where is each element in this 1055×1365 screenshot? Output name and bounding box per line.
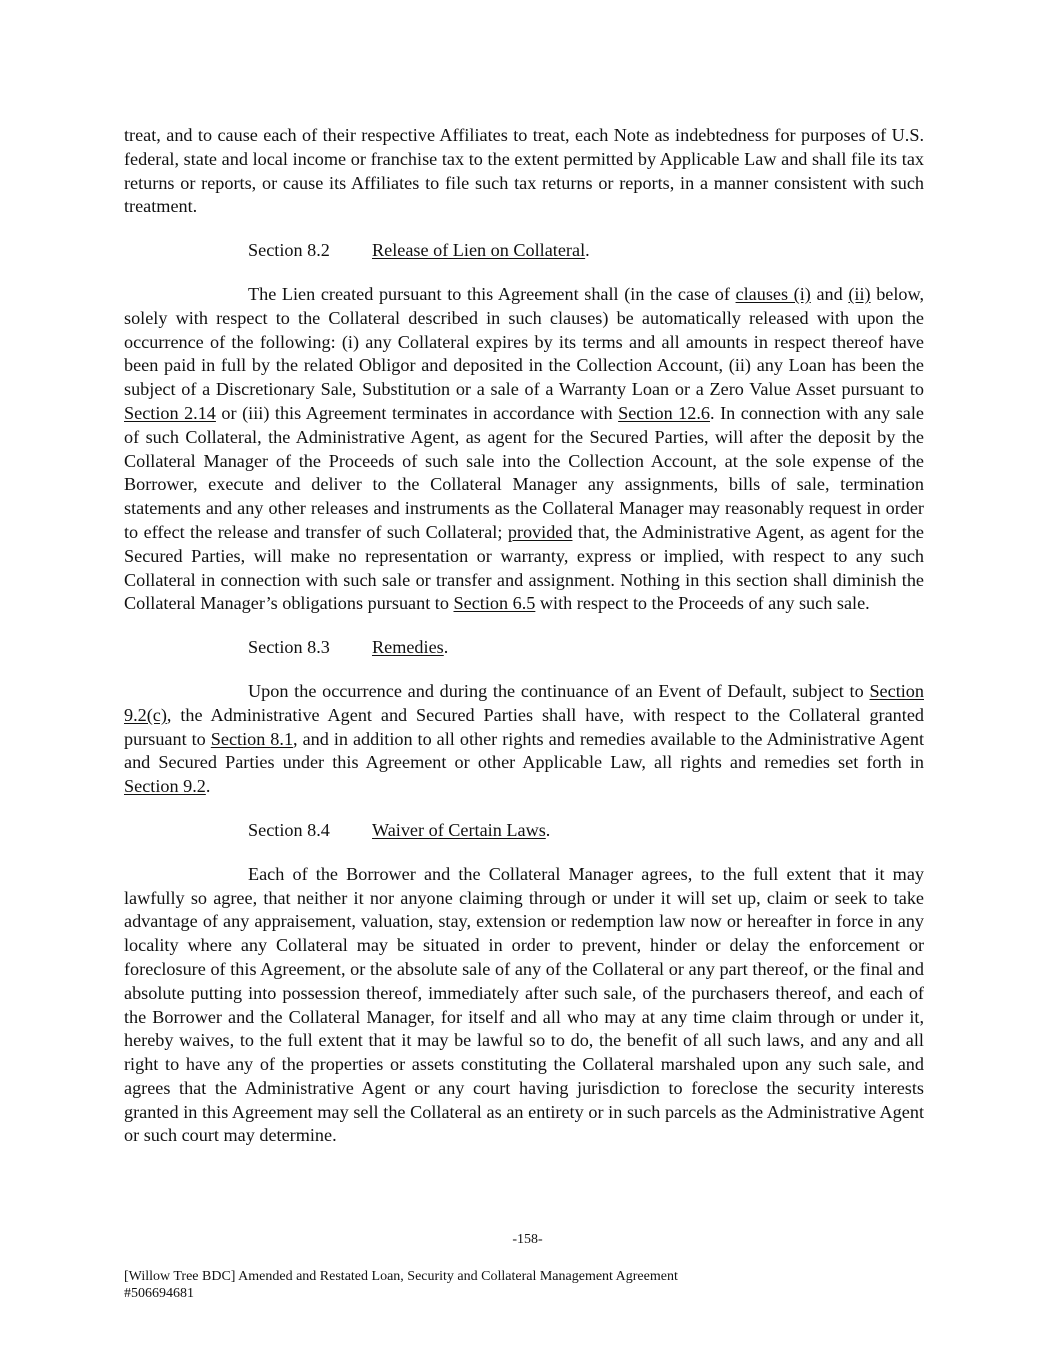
text-run: that, the Administrative Agent, as agent for the Secured Parties, will make no representation or warranty, express or implied, with respect to any such Collateral in connection with such sale or transfer and assignment. Nothing in this section shall diminish the Collateral Manager’s obligations pursuant to	[124, 521, 924, 614]
document-footer	[124, 1268, 678, 1302]
footer-title: [Willow Tree BDC] Amended and Restated Loan, Security and Collateral Management Agreement	[124, 1269, 678, 1284]
paragraph-waiver-of-laws: Each of the Borrower and the Collateral Manager agrees, to the full extent that it may lawfully so agree, that neither it nor anyone claiming through or under it will set up, claim or seek to take advantage of any appraisement, valuation, stay, extension or redemption law now or hereafter in force in any locality where any Collateral may be situated in order to prevent, hinder or delay the enforcement or foreclosure of this Agreement, or the absolute sale of any of the Collateral or any part thereof, or the final and absolute putting into possession thereof, immediately after such sale, of the purchasers thereof, and each of the Borrower and the Collateral Manager, for itself and all who may at any time claim through or under it, hereby waives, to the full extent that it may be lawful so to do, the benefit of all such laws, and any and all right to have any of the properties or assets constituting the Collateral marshaled upon any such sale, and agrees that the Administrative Agent or any court having jurisdiction to foreclose the security interests granted in this Agreement may sell the Collateral as an entirety or in such parcels as the Administrative Agent or such court may determine.	[124, 863, 924, 1146]
spacer	[124, 263, 924, 283]
section-title: Release of Lien on Collateral	[372, 240, 586, 261]
section-title: Waiver of Certain Laws	[372, 819, 546, 840]
section-heading-8-4: Section 8.4 Waiver of Certain Laws.	[124, 819, 924, 843]
paragraph-remedies	[124, 680, 924, 799]
text-run: with respect to the Proceeds of any such sale.	[535, 593, 870, 614]
text-run: , the Administrative Agent and Secured Parties shall have, with respect to the Collateral granted pursuant to	[124, 704, 924, 749]
cross-reference: Section 8.1	[210, 728, 294, 749]
page-number: -158-	[512, 1232, 543, 1247]
text-run: , and in addition to all other rights and remedies available to the Administrative Agent and Secured Parties under this Agreement or other Applicable Law, all rights and remedies set forth in	[124, 728, 924, 773]
section-title: Remedies	[372, 637, 444, 658]
cross-reference: Section 6.5	[453, 593, 536, 614]
text-run: or (iii) this Agreement terminates in accordance with	[215, 402, 619, 423]
text-run: The Lien created pursuant to this Agreement shall (in the case of	[248, 283, 736, 304]
section-number: Section 8.3	[248, 637, 330, 658]
text-run: and	[810, 283, 849, 304]
spacer	[124, 219, 924, 239]
paragraph-release-of-lien	[124, 283, 924, 616]
section-number: Section 8.4	[248, 819, 330, 840]
cross-reference: Section 12.6	[618, 402, 711, 423]
footer-doc-id: #506694681	[124, 1286, 194, 1301]
defined-term-provided: provided	[507, 521, 573, 542]
spacer	[124, 616, 924, 636]
cross-reference: clauses (i)	[735, 283, 811, 304]
cross-reference: Section 9.2(c)	[124, 680, 924, 725]
spacer	[124, 843, 924, 863]
text-run: .	[205, 776, 211, 797]
section-heading-8-3: Section 8.3 Remedies.	[124, 636, 924, 660]
text-run: below, solely with respect to the Collateral described in such clauses) be automatically released with upon the occurrence of the following: (i) any Collateral expires by its terms and all amounts in respect thereof have been paid in full by the related Obligor and deposited in the Collection Account, (ii) any Loan has been the subject of a Discretionary Sale, Substitution or a sale of a Warranty Loan or a Zero Value Asset pursuant to	[124, 283, 925, 400]
spacer	[124, 799, 924, 819]
text-run: Upon the occurrence and during the continuance of an Event of Default, subject to	[248, 680, 870, 701]
document-body	[124, 124, 924, 1148]
cross-reference: Section 2.14	[124, 402, 216, 423]
cross-reference: (ii)	[848, 283, 871, 304]
cross-reference: Section 9.2	[124, 776, 206, 797]
paragraph-tax-treatment: treat, and to cause each of their respective Affiliates to treat, each Note as indebtedness for purposes of U.S. federal, state and local income or franchise tax to the extent permitted by Applicable Law and shall file its tax returns or reports, or cause its Affiliates to file such tax returns or reports, in a manner consistent with such treatment.	[124, 125, 924, 217]
section-number: Section 8.2	[248, 240, 330, 261]
text-run: . In connection with any sale of such Collateral, the Administrative Agent, as agent for the Secured Parties, will after the deposit by the Collateral Manager of the Proceeds of such sale into the Collection Account, at the sole expense of the Borrower, execute and deliver to the Collateral Manager any assignments, bills of sale, termination statements and any other releases and instruments as the Collateral Manager may reasonably request in order to effect the release and transfer of such Collateral;	[124, 402, 924, 542]
section-heading-8-2: Section 8.2 Release of Lien on Collateral.	[124, 239, 924, 263]
spacer	[124, 660, 924, 680]
